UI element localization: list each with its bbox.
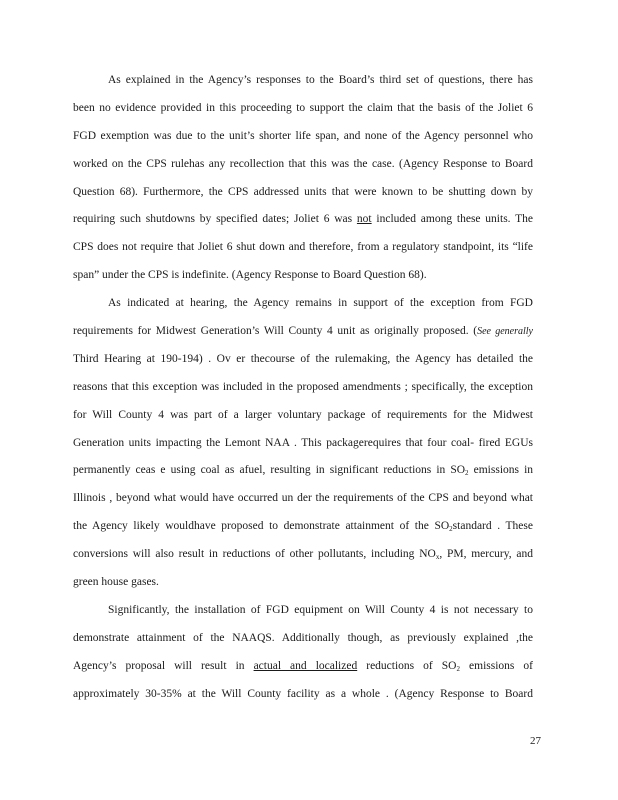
subscript: 2 <box>465 469 469 478</box>
text-line: requirements for Midwest Generation’s Will County 4 unit as originally proposed. (See generally <box>73 325 533 338</box>
text-line: Generation units impacting the Lemont NAA . This packagerequires that four coal- fired EGUs <box>73 436 533 449</box>
text-line: conversions will also result in reductions of other pollutants, including $NO_x$, PM, mercury, and <box>73 548 533 562</box>
text-line: Question 68). Furthermore, the CPS addressed units that were known to be shutting down by <box>73 185 533 198</box>
text-line: CPS does not require that Joliet 6 shut down and therefore, from a regulatory standpoint, its “life <box>73 241 533 254</box>
text-line: requiring such shutdowns by specified dates; Joliet 6 was not included among these units. The <box>73 213 534 226</box>
body-text <box>73 67 533 708</box>
subscript: x <box>435 553 440 562</box>
text-line: demonstrate attainment of the NAAQS. Additionally though, as previously explained ,the <box>73 631 533 644</box>
text-line: the Agency likely wouldhave proposed to demonstrate attainment of the $SO_2standard$ . These <box>73 520 533 534</box>
text-line: green house gases. <box>73 576 159 589</box>
page-number: 27 <box>530 735 541 747</box>
text-line: As explained in the Agency’s responses to the Board’s third set of questions, there has <box>108 74 533 86</box>
text-line: been no evidence provided in this proceeding to support the claim that the basis of the Joliet 6 <box>73 101 533 114</box>
text-line: Significantly, the installation of FGD equipment on Will County 4 is not necessary to <box>108 603 533 616</box>
underlined-phrase: actual and localized <box>253 659 358 672</box>
text-line: As indicated at hearing, the Agency remains in support of the exception from FGD <box>108 297 533 310</box>
text-line: Illinois , beyond what would have occurred un der the requirements of the CPS and beyond what <box>73 492 533 505</box>
text-line: FGD exemption was due to the unit’s shorter life span, and none of the Agency personnel who <box>73 129 533 142</box>
text-line: reasons that this exception was included in the proposed amendments ; specifically, the exception <box>73 380 533 393</box>
text-line: span” under the CPS is indefinite. (Agency Response to Board Question 68). <box>73 269 427 282</box>
text-line: for Will County 4 was part of a larger voluntary package of requirements for the Midwest <box>73 408 533 421</box>
text-line: worked on the CPS rulehas any recollection that this was the case. (Agency Response to Board <box>73 157 533 170</box>
subscript: 2 <box>449 525 453 534</box>
underlined-not: not <box>356 213 372 226</box>
text-line: permanently ceas e using coal as afuel, resulting in significant reductions in $SO_2$ emissions in <box>73 464 534 478</box>
subscript: 2 <box>456 664 460 673</box>
text-line: Agency’s proposal will result in actual and localized reductions of $SO_2$ emissions of <box>73 659 533 673</box>
text-line: approximately 30-35% at the Will County facility as a whole . (Agency Response to Board <box>73 687 533 700</box>
italic-citation: See generally <box>477 326 533 338</box>
text-line: Third Hearing at 190-194) . Ov er thecourse of the rulemaking, the Agency has detailed the <box>73 352 533 365</box>
